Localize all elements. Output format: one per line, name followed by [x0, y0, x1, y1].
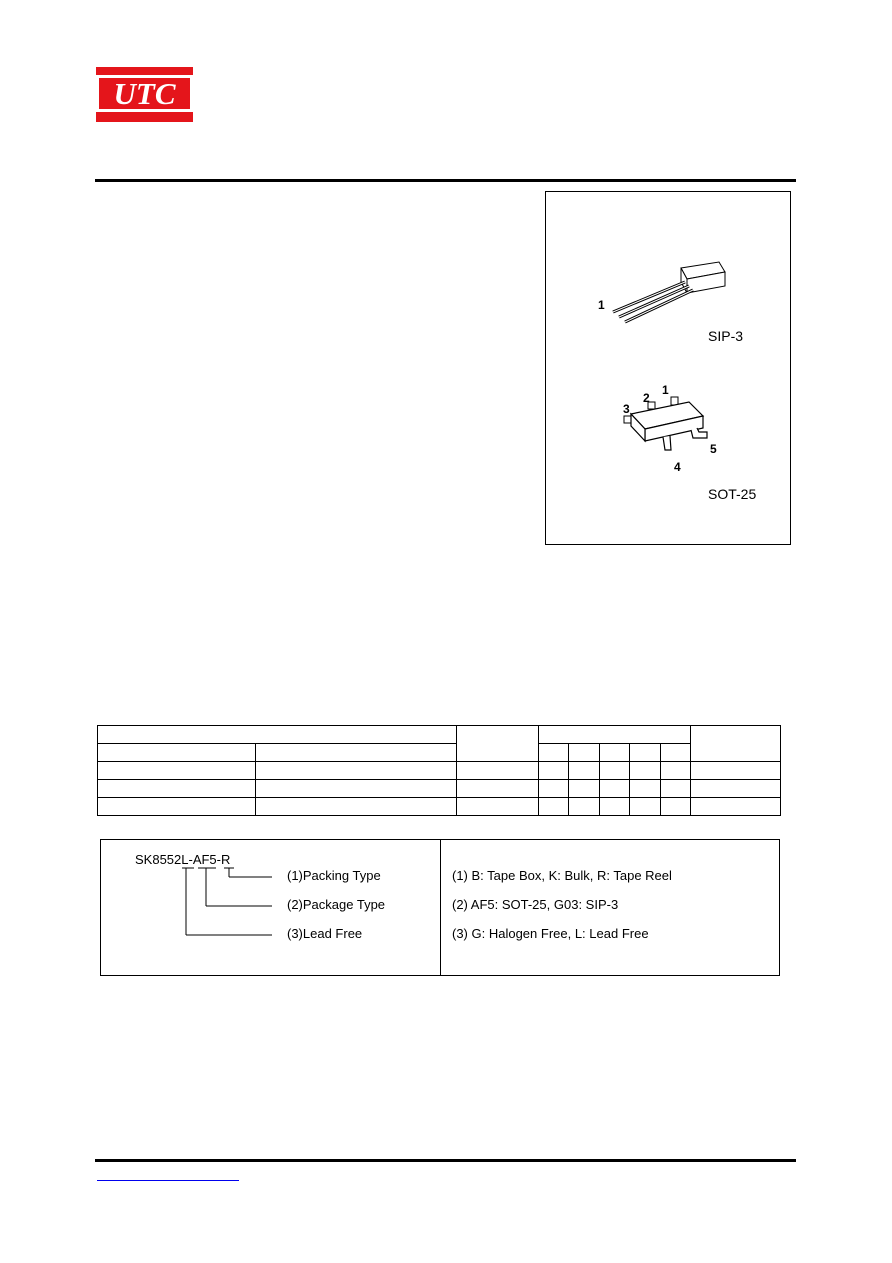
table-cell: [256, 798, 457, 816]
table-cell: [569, 780, 600, 798]
table-cell: [661, 744, 691, 762]
part-number: SK8552L-AF5-R: [135, 852, 231, 867]
ordering-info-table: [97, 725, 781, 816]
sot25-pin-3-label: 3: [623, 402, 630, 416]
table-cell: [661, 762, 691, 780]
table-cell: [539, 798, 569, 816]
table-cell: [98, 762, 256, 780]
table-cell: [457, 726, 539, 762]
sot25-pin-5-label: 5: [710, 442, 717, 456]
table-cell: [539, 762, 569, 780]
table-cell: [256, 762, 457, 780]
table-row: [98, 744, 781, 762]
decoder-divider: [440, 839, 441, 976]
legend-desc-lead-free: (3) G: Halogen Free, L: Lead Free: [452, 926, 649, 941]
table-row: [98, 798, 781, 816]
header-rule: [95, 179, 796, 182]
table-cell: [98, 726, 457, 744]
table-cell: [600, 762, 630, 780]
table-cell: [256, 744, 457, 762]
table-cell: [98, 780, 256, 798]
table-cell: [691, 762, 781, 780]
legend-label-lead-free: (3)Lead Free: [287, 926, 363, 941]
table-cell: [661, 798, 691, 816]
table-cell: [98, 744, 256, 762]
table-cell: [256, 780, 457, 798]
table-cell: [691, 798, 781, 816]
table-cell: [569, 798, 600, 816]
legend-desc-package-type: (2) AF5: SOT-25, G03: SIP-3: [452, 897, 619, 912]
table-row: [98, 762, 781, 780]
table-cell: [600, 744, 630, 762]
table-cell: [457, 762, 539, 780]
table-cell: [600, 798, 630, 816]
sot25-pin-2-label: 2: [643, 391, 650, 405]
footer-rule: [95, 1159, 796, 1162]
legend-desc-packing-type: (1) B: Tape Box, K: Bulk, R: Tape Reel: [452, 868, 672, 883]
legend-label-packing-type: (1)Packing Type: [287, 868, 381, 883]
table-cell: [569, 762, 600, 780]
logo-text: UTC: [113, 76, 176, 111]
table-cell: [691, 726, 781, 762]
legend-label-package-type: (2)Package Type: [287, 897, 386, 912]
table-cell: [457, 780, 539, 798]
table-cell: [630, 798, 661, 816]
sip3-pin-1-label: 1: [598, 298, 605, 312]
package-illustration-box: [545, 191, 791, 545]
table-cell: [539, 744, 569, 762]
table-cell: [630, 780, 661, 798]
table-cell: [539, 726, 691, 744]
table-cell: [539, 780, 569, 798]
table-cell: [98, 798, 256, 816]
footer-website-link[interactable]: [97, 1172, 239, 1181]
utc-logo: [96, 67, 193, 122]
sot25-label: SOT-25: [708, 486, 757, 502]
sip3-package-icon: [601, 252, 731, 332]
sot25-package-icon: [621, 392, 721, 462]
table-row: [98, 726, 781, 744]
sip3-label: SIP-3: [708, 328, 744, 344]
table-cell: [661, 780, 691, 798]
sot25-pin-1-label: 1: [662, 383, 669, 397]
table-cell: [457, 798, 539, 816]
sot25-pin-4-label: 4: [674, 460, 681, 474]
table-row: [98, 780, 781, 798]
table-cell: [600, 780, 630, 798]
table-cell: [630, 762, 661, 780]
table-cell: [630, 744, 661, 762]
table-cell: [569, 744, 600, 762]
table-cell: [691, 780, 781, 798]
part-number-bracket-lines: [180, 866, 280, 940]
